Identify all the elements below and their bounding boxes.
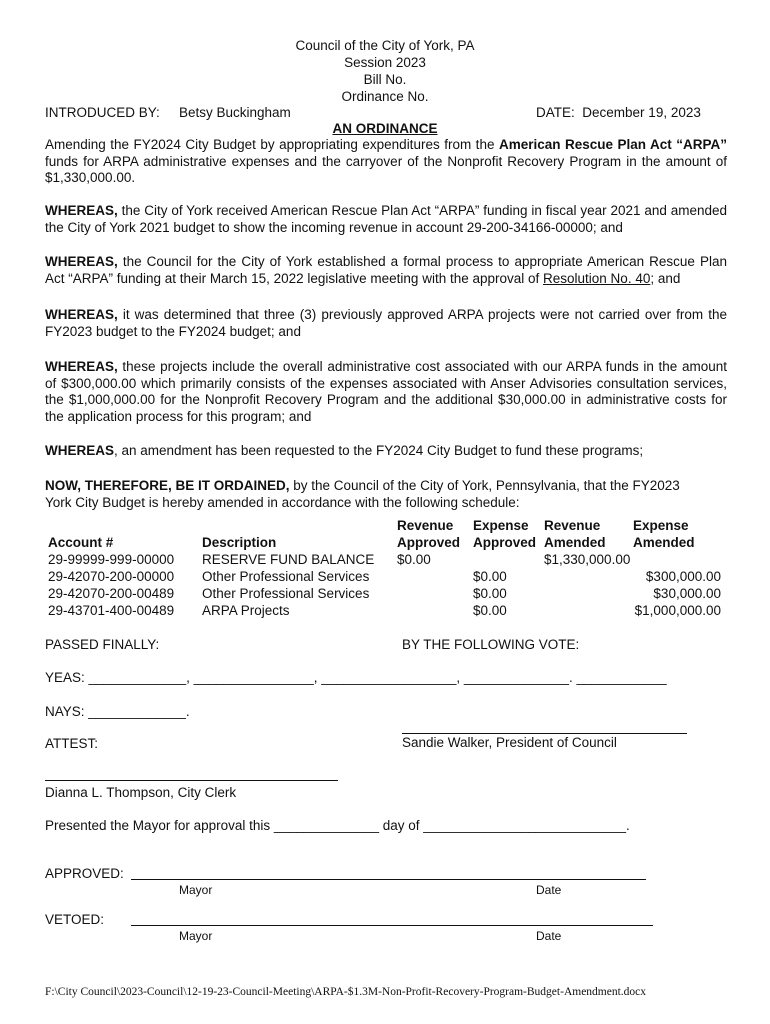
vote-label: BY THE FOLLOWING VOTE: <box>402 637 580 652</box>
president-name: Sandie Walker, President of Council <box>402 735 617 750</box>
row-description: RESERVE FUND BALANCE <box>202 552 375 567</box>
yeas-line: YEAS: _____________, ________________, __________________, ______________. ____________ <box>45 670 667 685</box>
vetoed-date-label: Date <box>536 929 562 943</box>
whereas-text: the City of York received American Rescue Plan Act “ARPA” funding in fiscal year 2021 and amended the City of York 2021 budget to show the incoming revenue in account 29-200-34166-00000; and <box>45 203 727 235</box>
resolution-reference: Resolution No. 40 <box>543 270 651 286</box>
whereas-lead: WHEREAS <box>45 443 115 458</box>
date-label: DATE: <box>536 105 575 120</box>
date-value: December 19, 2023 <box>582 105 701 120</box>
approved-signature-line <box>131 879 646 880</box>
row-expense-amended: $30,000.00 <box>653 586 721 601</box>
ordained-lead: NOW, THEREFORE, BE IT ORDAINED, <box>45 478 290 493</box>
col-header-account: Account # <box>48 535 114 550</box>
col-header-expense-approved-2: Approved <box>473 535 537 550</box>
file-path-footer: F:\City Council\2023-Council\12-19-23-Council-Meeting\ARPA-$1.3M-Non-Profit-Recovery-Program-Budget-Amendment.docx <box>45 986 647 998</box>
ordained-text: by the Council of the City of York, Pennsylvania, that the FY2023 York City Budget is hereby amended in accordance with the following schedule: <box>45 478 680 510</box>
whereas-3 <box>45 307 727 340</box>
row-account: 29-42070-200-00000 <box>48 569 175 584</box>
row-description: ARPA Projects <box>202 603 290 618</box>
whereas-lead: WHEREAS, <box>45 307 118 322</box>
approved-date-label: Date <box>536 883 562 897</box>
summary-text-2: funds for ARPA administrative expenses and the carryover of the Nonprofit Recovery Program in the amount of $1,330,000.00. <box>45 153 727 185</box>
attest-label: ATTEST: <box>45 736 99 751</box>
whereas-text: the Council for the City of York established a formal process to appropriate American Rescue Plan Act “ARPA” funding at their March 15, 2022 legislative meeting with the approval of <box>45 254 727 286</box>
row-account: 29-42070-200-00489 <box>48 586 175 601</box>
whereas-text: , an amendment has been requested to the FY2024 City Budget to fund these programs; <box>114 443 644 458</box>
summary-bold: American Rescue Plan Act “ARPA” <box>498 137 727 152</box>
row-description: Other Professional Services <box>202 586 370 601</box>
clerk-name: Dianna L. Thompson, City Clerk <box>45 785 237 800</box>
row-expense-approved: $0.00 <box>473 603 507 618</box>
whereas-text: these projects include the overall administrative cost associated with our ARPA funds in the amount of $300,000.00 which primarily consists of the expenses associated with Anser Advisories consultation services, the $1,000,000.00 for the Nonprofit Recovery Program and the additional $30,000.00 in administrative costs for the application process for this program; and <box>45 359 727 424</box>
presented-line: Presented the Mayor for approval this ______________ day of ___________________________. <box>45 818 630 833</box>
col-header-description: Description <box>202 535 277 550</box>
col-header-revenue-approved-1: Revenue <box>397 518 454 533</box>
clerk-signature-line <box>45 780 338 781</box>
col-header-expense-approved-1: Expense <box>473 518 529 533</box>
whereas-text: it was determined that three (3) previously approved ARPA projects were not carried over from the FY2023 budget to the FY2024 budget; and <box>45 307 727 339</box>
vetoed-label: VETOED: <box>45 912 105 927</box>
row-expense-approved: $0.00 <box>473 586 507 601</box>
row-expense-approved: $0.00 <box>473 569 507 584</box>
summary-text-1: Amending the FY2024 City Budget by appropriating expenditures from the <box>45 137 499 152</box>
col-header-revenue-amended-1: Revenue <box>544 518 601 533</box>
whereas-tail: ; and <box>650 270 681 286</box>
summary-paragraph <box>45 137 727 187</box>
introduced-name: Betsy Buckingham <box>179 105 291 120</box>
row-revenue-amended: $1,330,000.00 <box>544 552 631 567</box>
whereas-lead: WHEREAS, <box>45 203 118 218</box>
president-signature-line <box>402 733 687 734</box>
header-bill-no: Bill No. <box>363 72 407 87</box>
ordinance-title: AN ORDINANCE <box>332 121 438 136</box>
row-expense-amended: $1,000,000.00 <box>634 603 721 618</box>
ordained-paragraph <box>45 478 705 511</box>
vetoed-mayor-label: Mayor <box>179 929 213 943</box>
col-header-revenue-amended-2: Amended <box>544 535 606 550</box>
nays-line: NAYS: _____________. <box>45 704 190 719</box>
whereas-4 <box>45 359 727 425</box>
col-header-revenue-approved-2: Approved <box>397 535 461 550</box>
whereas-5 <box>45 443 727 460</box>
vetoed-signature-line <box>131 925 653 926</box>
row-expense-amended: $300,000.00 <box>645 569 721 584</box>
whereas-2 <box>45 254 727 287</box>
row-description: Other Professional Services <box>202 569 370 584</box>
introduced-label: INTRODUCED BY: <box>45 105 160 120</box>
header-ordinance-no: Ordinance No. <box>341 89 429 104</box>
row-account: 29-43701-400-00489 <box>48 603 175 618</box>
passed-finally-label: PASSED FINALLY: <box>45 637 160 652</box>
whereas-lead: WHEREAS, <box>45 359 118 374</box>
col-header-expense-amended-1: Expense <box>633 518 689 533</box>
header-session: Session 2023 <box>344 55 426 70</box>
whereas-1 <box>45 203 727 236</box>
whereas-lead: WHEREAS, <box>45 254 118 269</box>
date-line <box>536 105 701 122</box>
approved-mayor-label: Mayor <box>179 883 213 897</box>
col-header-expense-amended-2: Amended <box>633 535 695 550</box>
row-account: 29-99999-999-00000 <box>48 552 175 567</box>
header-council: Council of the City of York, PA <box>295 38 475 53</box>
approved-label: APPROVED: <box>45 866 124 881</box>
row-revenue-approved: $0.00 <box>397 552 431 567</box>
